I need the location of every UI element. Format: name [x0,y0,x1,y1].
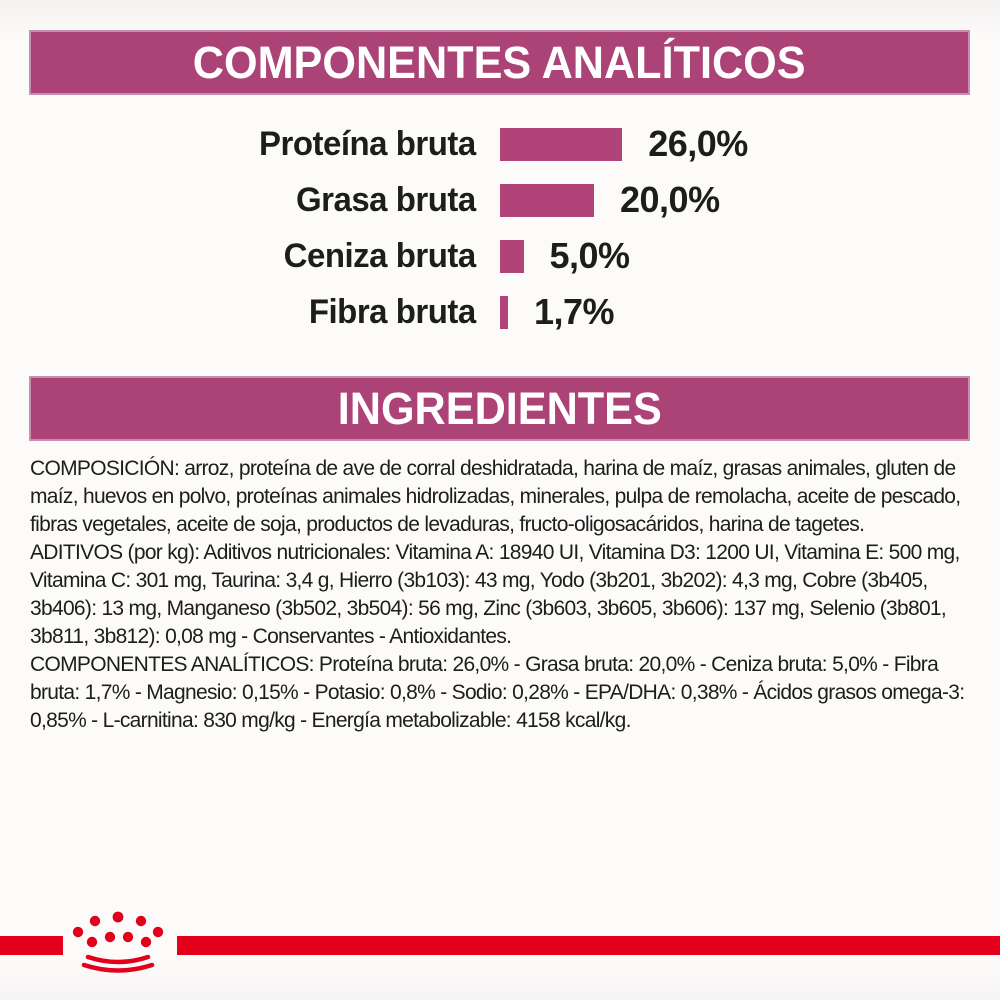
royal-canin-crown-icon [66,907,170,977]
chart-bar [500,128,622,161]
chart-value-label: 20,0% [620,179,720,220]
chart-category-label: Fibra bruta [308,292,476,331]
chart-row [0,228,1000,284]
analytics-banner-title: COMPONENTES ANALÍTICOS [193,36,806,88]
ingredients-text-block [30,455,980,735]
chart-bar [500,296,508,329]
chart-category-label: Proteína bruta [258,124,476,163]
chart-bar [500,184,594,217]
chart-row [0,172,1000,228]
chart-row [0,284,1000,340]
chart-row [0,116,1000,172]
analytical-components-paragraph: COMPONENTES ANALÍTICOS: Proteína bruta: 26,0% - Grasa bruta: 20,0% - Ceniza bruta: 5,0% - Fibra bruta: 1,7% - Magnesio: 0,15% - Potasio: 0,8% - Sodio: 0,28% - EPA/DHA: 0,38% - Ácidos grasos omega-3: 0,85% - L-carnitina: 830 mg/kg - Energía metabolizable: 4158 kcal/kg. [30,653,965,732]
analytical-components-chart [0,116,1000,340]
footer-red-rule-left [0,936,63,955]
composition-paragraph: COMPOSICIÓN: arroz, proteína de ave de corral deshidratada, harina de maíz, grasas animales, gluten de maíz, huevos en polvo, proteínas animales hidrolizadas, minerales, pulpa de remolacha, aceite de pescado, fibras vegetales, aceite de soja, productos de levaduras, fructo-oligosacáridos, harina de tagetes. [30,457,961,536]
chart-bar [500,240,524,273]
analytics-banner [29,30,970,95]
chart-value-label: 26,0% [648,123,748,164]
chart-category-label: Ceniza bruta [283,236,476,275]
chart-category-label: Grasa bruta [295,180,476,219]
chart-value-label: 5,0% [549,235,630,276]
ingredients-banner [29,376,970,441]
additives-paragraph: ADITIVOS (por kg): Aditivos nutricionales: Vitamina A: 18940 UI, Vitamina D3: 1200 UI, Vitamina E: 500 mg, Vitamina C: 301 mg, Taurina: 3,4 g, Hierro (3b103): 43 mg, Yodo (3b201, 3b202): 4,3 mg, Cobre (3b405, 3b406): 13 mg, Manganeso (3b502, 3b504): 56 mg, Zinc (3b603, 3b605, 3b606): 137 mg, Selenio (3b801, 3b811, 3b812): 0,08 mg - Conservantes - Antioxidantes. [30,541,960,648]
ingredients-banner-title: INGREDIENTES [337,382,662,434]
footer-red-rule-right [177,936,1000,955]
chart-value-label: 1,7% [533,291,615,332]
